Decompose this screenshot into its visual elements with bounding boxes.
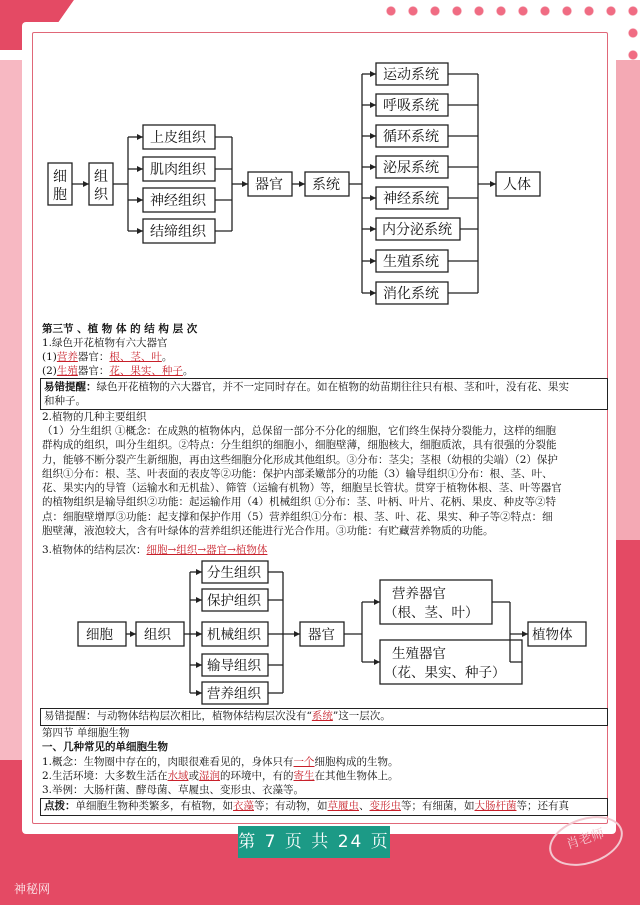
l3-mid: 器官：: [77, 365, 110, 377]
levels-chain: 细胞→组织→器官→植物体: [146, 544, 268, 556]
para-line: 点：细胞壁增厚③功能：起支撑和保护作用（5）营养组织①分布：根、茎、叶、花、果实、种子等②特点：细: [42, 510, 553, 523]
d1-system-item: 呼吸系统: [383, 98, 439, 114]
teacher-stamp: 肖老师: [543, 807, 629, 874]
tip1-label: 易错提醒：: [44, 381, 97, 393]
tip3-answer2: 草履虫: [327, 800, 359, 812]
d1-tissue-1: 组: [94, 169, 108, 185]
tip3-g: 等；有细菌，如: [401, 800, 475, 812]
tip3-label: 点拨：: [44, 800, 76, 812]
d1-system-item: 运动系统: [383, 67, 439, 83]
para-line: 胞壁薄，液泡较大，含有叶绿体的营养组织还能进行光合作用。③功能：有贮藏营养物质的功能。: [42, 525, 494, 538]
l3-num: (2): [42, 365, 57, 377]
levels-line: [42, 543, 267, 557]
d2-tissue-item: 输导组织: [207, 658, 261, 674]
animal-structure-diagram: [0, 0, 640, 320]
p2a: 2.生活环境：大多数生活在: [42, 770, 168, 782]
p2-answer3: 寄生: [293, 770, 315, 782]
d2-tissue-item: 保护组织: [207, 593, 261, 609]
d2-tissue: 组织: [144, 627, 171, 643]
sec3-line2: (1)营养器官：根、茎、叶。: [42, 351, 173, 363]
tip3-answer3: 变形虫: [369, 800, 401, 812]
tip2-c: ”这一层次。: [332, 710, 391, 722]
d1-organ: 器官: [255, 177, 283, 193]
d1-tissue-item: 肌肉组织: [150, 162, 206, 178]
d2-veg-organ: 营养器官: [392, 586, 446, 602]
para-line: 组织①分布：根、茎、叶表面的表皮等②功能：保护内部柔嫩部分的功能（3）输导组织①分布：根、茎、叶、: [42, 467, 553, 480]
d1-body: 人体: [503, 177, 531, 193]
tip3-a: 单细胞生物种类繁多，有植物，如: [75, 800, 233, 812]
p2-answer1: 水域: [167, 770, 189, 782]
para-line: （1）分生组织 ①概念：在成熟的植物体内，总保留一部分不分化的细胞，它们终生保持分裂能力，这样的细胞: [42, 425, 557, 437]
d1-tissue-item: 结缔组织: [150, 224, 206, 240]
l2-answer: 根、茎、叶: [109, 351, 162, 363]
tip3-e: 、: [359, 800, 370, 812]
d1-tissue-2: 织: [94, 187, 108, 203]
d1-system-item: 泌尿系统: [383, 160, 439, 176]
sec4-line1: [42, 755, 399, 769]
d2-tissue-item: 营养组织: [207, 686, 261, 702]
tip2-line: [44, 709, 391, 723]
d1-system-item: 内分泌系统: [382, 222, 452, 238]
sec3-line4: 2.植物的几种主要组织: [42, 411, 147, 423]
tip1-line1: [44, 380, 569, 394]
para-line: 的植物组织是输导组织②功能：起运输作用（4）机械组织 ①分布：茎、叶柄、叶片、花柄、果皮、种皮等②特: [42, 496, 557, 509]
l2-mid: 器官：: [77, 351, 110, 363]
sec3-line1: 1.绿色开花植物有六大器官: [42, 337, 168, 349]
watermark: 神秘网: [14, 882, 51, 896]
sec4-line3: 3.举例：大肠杆菌、酵母菌、草履虫、变形虫、衣藻等。: [42, 784, 305, 796]
plant-structure-diagram: [0, 558, 640, 708]
d2-plant: 植物体: [532, 627, 573, 643]
d2-tissue-item: 机械组织: [207, 627, 261, 643]
d2-rep-parts: （花、果实、种子）: [384, 665, 506, 681]
levels-prefix: 3.植物体的结构层次：: [42, 544, 147, 556]
d2-cell: 细胞: [86, 627, 113, 643]
d1-system-item: 消化系统: [383, 286, 439, 302]
p2g: 在其他生物体上。: [314, 770, 399, 782]
p1-answer: 一个: [293, 756, 315, 768]
d1-system-item: 生殖系统: [383, 254, 439, 270]
tip3-answer4: 大肠杆菌: [474, 800, 517, 812]
d1-system: 系统: [312, 177, 340, 193]
tip3-line: [44, 799, 569, 813]
p2c: 或: [188, 770, 200, 782]
d1-cell-2: 胞: [53, 187, 67, 203]
sec4-line2: [42, 769, 399, 783]
d2-rep-organ: 生殖器官: [392, 646, 446, 662]
tip2-answer: 系统: [311, 710, 333, 722]
para-line: 花、果实内的导管（运输水和无机盐）、筛管（运输有机物）等，细胞呈长管状。贯穿于植物体根、茎、叶等器官: [42, 482, 562, 495]
tip3-answer1: 衣藻: [233, 800, 254, 812]
d2-tissue-item: 分生组织: [207, 565, 261, 581]
tip2-a: 易错提醒：与动物体结构层次相比，植物体结构层次没有“: [44, 710, 312, 722]
l2-blank: 营养: [56, 351, 78, 363]
d1-tissue-item: 上皮组织: [150, 130, 206, 146]
section4-title: 第四节 单细胞生物: [42, 727, 130, 739]
tissue-paragraph: [42, 424, 604, 538]
l3-blank: 生殖: [56, 365, 78, 377]
d2-veg-parts: （根、茎、叶）: [384, 605, 479, 621]
page-number-badge: 第 7 页 共 24 页: [238, 826, 390, 858]
d1-cell-1: 细: [53, 169, 67, 185]
para-line: 力，能够不断分裂产生新细胞，再由这些细胞分化形成其他组织。③分布：茎尖；茎根（幼根的尖端）（2）保护: [42, 453, 558, 466]
d1-system-item: 循环系统: [383, 129, 439, 145]
section4-heading: 一、几种常见的单细胞生物: [42, 741, 168, 753]
tip1-line2: 和种子。: [44, 395, 86, 407]
tip3-i: 等；还有真: [516, 800, 569, 812]
p1c: 细胞构成的生物。: [314, 756, 399, 768]
tip3-c: 等；有动物，如: [254, 800, 328, 812]
para-line: 群构成的组织，叫分生组织。②特点：分生组织的细胞小，细胞壁薄，细胞核大，细胞质浓，具有很强的分裂能: [42, 439, 557, 452]
l2-num: (1): [42, 351, 57, 363]
p1a: 1.概念：生物圈中存在的，肉眼很难看见的，身体只有: [42, 756, 294, 768]
tip1-text: 绿色开花植物的六大器官，并不一定同时存在。如在植物的幼苗期往往只有根、茎和叶，没有花、果实: [96, 381, 569, 393]
sec3-line3: (2)生殖器官：花、果实、种子。: [42, 365, 194, 377]
d2-organ: 器官: [308, 627, 335, 643]
p2e: 的环境中，有的: [220, 770, 294, 782]
d1-system-item: 神经系统: [383, 191, 439, 207]
l3-answer: 花、果实、种子: [109, 365, 183, 377]
d1-tissue-item: 神经组织: [150, 193, 206, 209]
p2-answer2: 湿润: [199, 770, 221, 782]
section3-title: 第三节 、植 物 体 的 结 构 层 次: [42, 323, 198, 335]
